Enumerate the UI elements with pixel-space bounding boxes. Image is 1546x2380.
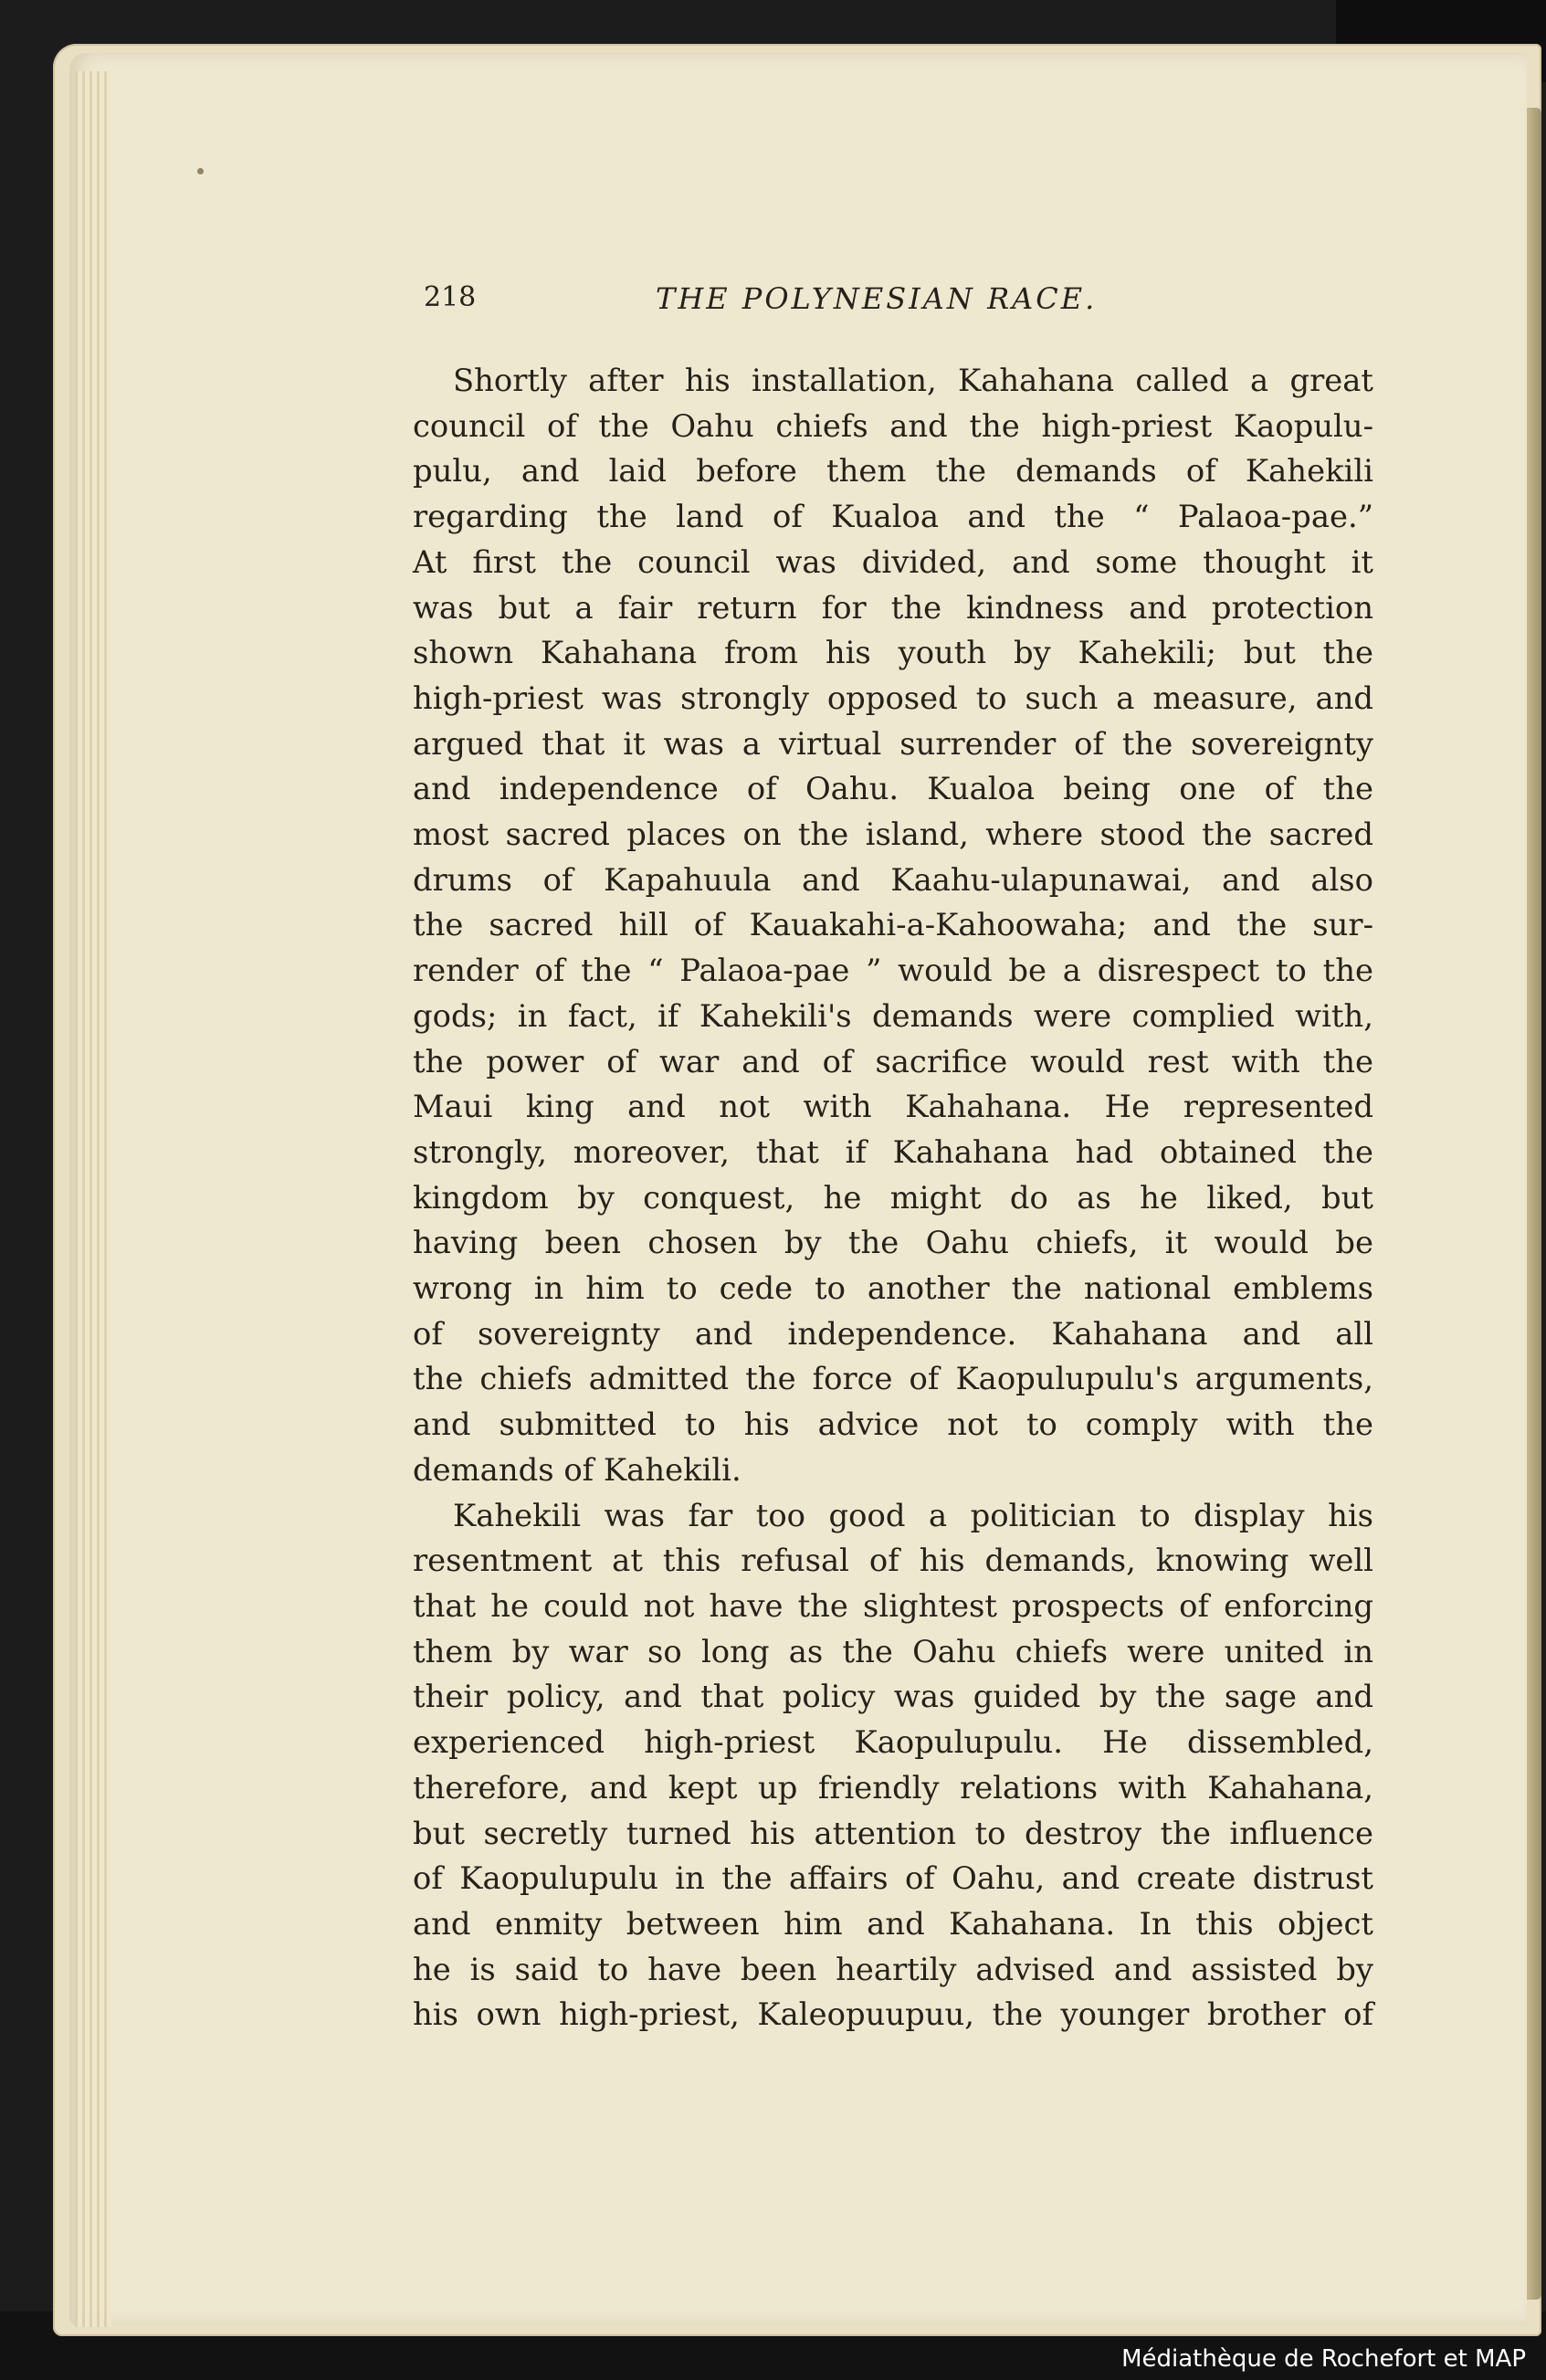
paper-speck xyxy=(197,168,204,174)
running-head xyxy=(413,281,1373,321)
text-line: high-priest was strongly opposed to such a measure, and xyxy=(413,679,1373,716)
text-line: Maui king and not with Kahahana. He represented xyxy=(413,1089,1373,1125)
text-line: their policy, and that policy was guided by the sage and xyxy=(413,1679,1373,1715)
running-title: THE POLYNESIAN RACE. xyxy=(656,281,1098,316)
text-line: was but a fair return for the kindness and protection xyxy=(413,589,1373,626)
text-line: demands of Kahekili. xyxy=(413,1451,741,1488)
text-line: therefore, and kept up friendly relations with Kahahana, xyxy=(413,1769,1373,1806)
text-line: strongly, moreover, that if Kahahana had obtained the xyxy=(413,1133,1373,1170)
text-line: of sovereignty and independence. Kahahana and all xyxy=(413,1315,1373,1352)
text-line: his own high-priest, Kaleopuupuu, the younger brother of xyxy=(413,1996,1373,2033)
text-line: argued that it was a virtual surrender of the sovereignty xyxy=(413,725,1373,762)
text-line: and submitted to his advice not to comply with the xyxy=(413,1406,1373,1443)
text-line: the sacred hill of Kauakahi-a-Kahoowaha; and the sur- xyxy=(413,907,1373,943)
text-line: At first the council was divided, and some thought it xyxy=(413,543,1373,580)
text-line: having been chosen by the Oahu chiefs, it would be xyxy=(413,1225,1373,1261)
library-credit: Médiathèque de Rochefort et MAP xyxy=(1121,2345,1526,2373)
text-line: he is said to have been heartily advised and assisted by xyxy=(413,1951,1373,1987)
text-line: Kahekili was far too good a politician to display his xyxy=(453,1497,1373,1533)
text-line: them by war so long as the Oahu chiefs were united in xyxy=(413,1633,1373,1669)
text-line: gods; in fact, if Kahekili's demands were complied with, xyxy=(413,997,1373,1034)
text-line: and independence of Oahu. Kualoa being one of the xyxy=(413,771,1373,807)
text-line: wrong in him to cede to another the national emblems xyxy=(413,1270,1373,1307)
paragraph-1 xyxy=(413,358,1373,1493)
text-line: of Kaopulupulu in the affairs of Oahu, and create distrust xyxy=(413,1860,1373,1897)
page-text xyxy=(413,281,1373,2038)
text-line: regarding the land of Kualoa and the “ Palaoa-pae.” xyxy=(413,499,1373,535)
text-line: kingdom by conquest, he might do as he liked, but xyxy=(413,1179,1373,1216)
text-line: render of the “ Palaoa-pae ” would be a disrespect to the xyxy=(413,953,1373,989)
text-line: most sacred places on the island, where stood the sacred xyxy=(413,816,1373,853)
text-line: council of the Oahu chiefs and the high-priest Kaopulu- xyxy=(413,407,1373,444)
text-line: but secretly turned his attention to destroy the influence xyxy=(413,1815,1373,1851)
text-line: resentment at this refusal of his demands, knowing well xyxy=(413,1543,1373,1579)
page-number: 218 xyxy=(424,281,477,313)
text-line: the power of war and of sacrifice would rest with the xyxy=(413,1043,1373,1079)
text-line: the chiefs admitted the force of Kaopulupulu's arguments, xyxy=(413,1361,1373,1397)
text-line: drums of Kapahuula and Kaahu-ulapunawai, and also xyxy=(413,861,1373,898)
paragraph-2 xyxy=(413,1493,1373,2038)
text-line: and enmity between him and Kahahana. In this object xyxy=(413,1905,1373,1942)
text-line: experienced high-priest Kaopulupulu. He dissembled, xyxy=(413,1724,1373,1761)
text-line: pulu, and laid before them the demands of Kahekili xyxy=(413,453,1373,490)
text-line: shown Kahahana from his youth by Kahekili; but the xyxy=(413,635,1373,671)
text-line: Shortly after his installation, Kahahana called a great xyxy=(453,363,1373,398)
page-edges-left xyxy=(75,71,111,2327)
text-line: that he could not have the slightest prospects of enforcing xyxy=(413,1587,1373,1624)
